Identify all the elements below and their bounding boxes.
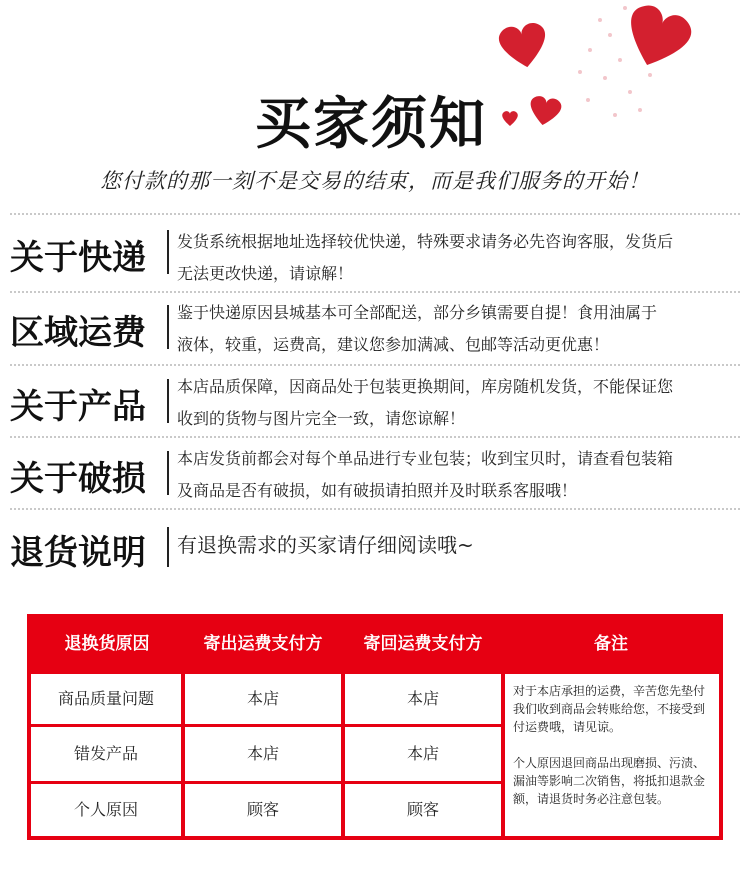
notice-label: 关于破损 [10,459,146,499]
notice-product [10,371,740,431]
notice-line: 发货系统根据地址选择较优快递，特殊要求请务必先咨询客服，发货后 [177,232,674,251]
column-header: 寄出运费支付方 [203,634,323,654]
notice-content [177,226,742,290]
divider [10,436,740,438]
table-cell: 错发产品 [31,727,181,781]
remarks-paragraph: 个人原因退回商品出现磨损、污渍、漏油等影响二次销售，将抵扣退款金额，请退货时务必注意包装。 [513,756,706,806]
divider [167,305,169,349]
notice-freight [10,297,740,357]
return-policy-table [27,614,723,840]
column-header: 备注 [594,634,628,654]
divider [10,364,740,366]
divider [10,508,740,510]
divider [10,213,740,215]
table-cell: 本店 [185,674,341,724]
notice-damage [10,443,740,503]
notice-content [177,297,742,361]
divider [167,527,169,567]
heart-small-icon [527,95,562,128]
remarks-paragraph: 对于本店承担的运费，辛苦您先垫付我们收到商品会转账给您，不接受到付运费哦，请见谅。 [513,684,706,734]
table-header [27,614,723,674]
table-cell: 顾客 [185,784,341,836]
divider [167,451,169,495]
notice-label: 关于快递 [10,238,146,278]
notice-line: 鉴于快递原因县城基本可全部配送，部分乡镇需要自提！食用油属于 [177,303,658,322]
divider [167,379,169,423]
table-cell: 顾客 [345,784,501,836]
column-header: 寄回运费支付方 [363,634,483,654]
table-cell: 本店 [345,674,501,724]
remarks-cell [505,674,719,836]
notice-return [10,525,740,573]
notice-content [177,443,742,507]
notice-content [177,371,742,435]
notice-line: 无法更改快递，请谅解！ [177,264,354,283]
notice-line: 本店发货前都会对每个单品进行专业包装；收到宝贝时，请查看包装箱 [177,449,674,468]
heart-tiny-icon [502,111,518,126]
hearts-decoration [490,0,750,140]
table-cell: 本店 [345,727,501,781]
notice-line: 收到的货物与图片完全一致，请您谅解！ [177,409,466,428]
notice-shipping [10,226,740,286]
notice-line: 液体，较重，运费高，建议您参加满减、包邮等活动更优惠！ [177,335,610,354]
notice-label: 区域运费 [10,313,146,353]
notice-line: 本店品质保障，因商品处于包装更换期间，库房随机发货，不能保证您 [177,377,674,396]
column-header: 退换货原因 [64,634,150,654]
divider [10,291,740,293]
notice-label: 退货说明 [10,533,146,573]
notice-line: 有退换需求的买家请仔细阅读哦~ [177,533,474,557]
notice-content [177,525,742,565]
heart-large-icon [618,1,696,76]
table-cell: 商品质量问题 [31,674,181,724]
slogan: 您付款的那一刻不是交易的结束，而是我们服务的开始！ [100,169,650,193]
table-cell: 本店 [185,727,341,781]
page-title: 买家须知 [255,92,487,157]
notice-line: 及商品是否有破损，如有破损请拍照并及时联系客服哦！ [177,481,578,500]
heart-medium-icon [497,21,550,71]
notice-label: 关于产品 [10,387,146,427]
divider [167,230,169,274]
table-cell: 个人原因 [31,784,181,836]
